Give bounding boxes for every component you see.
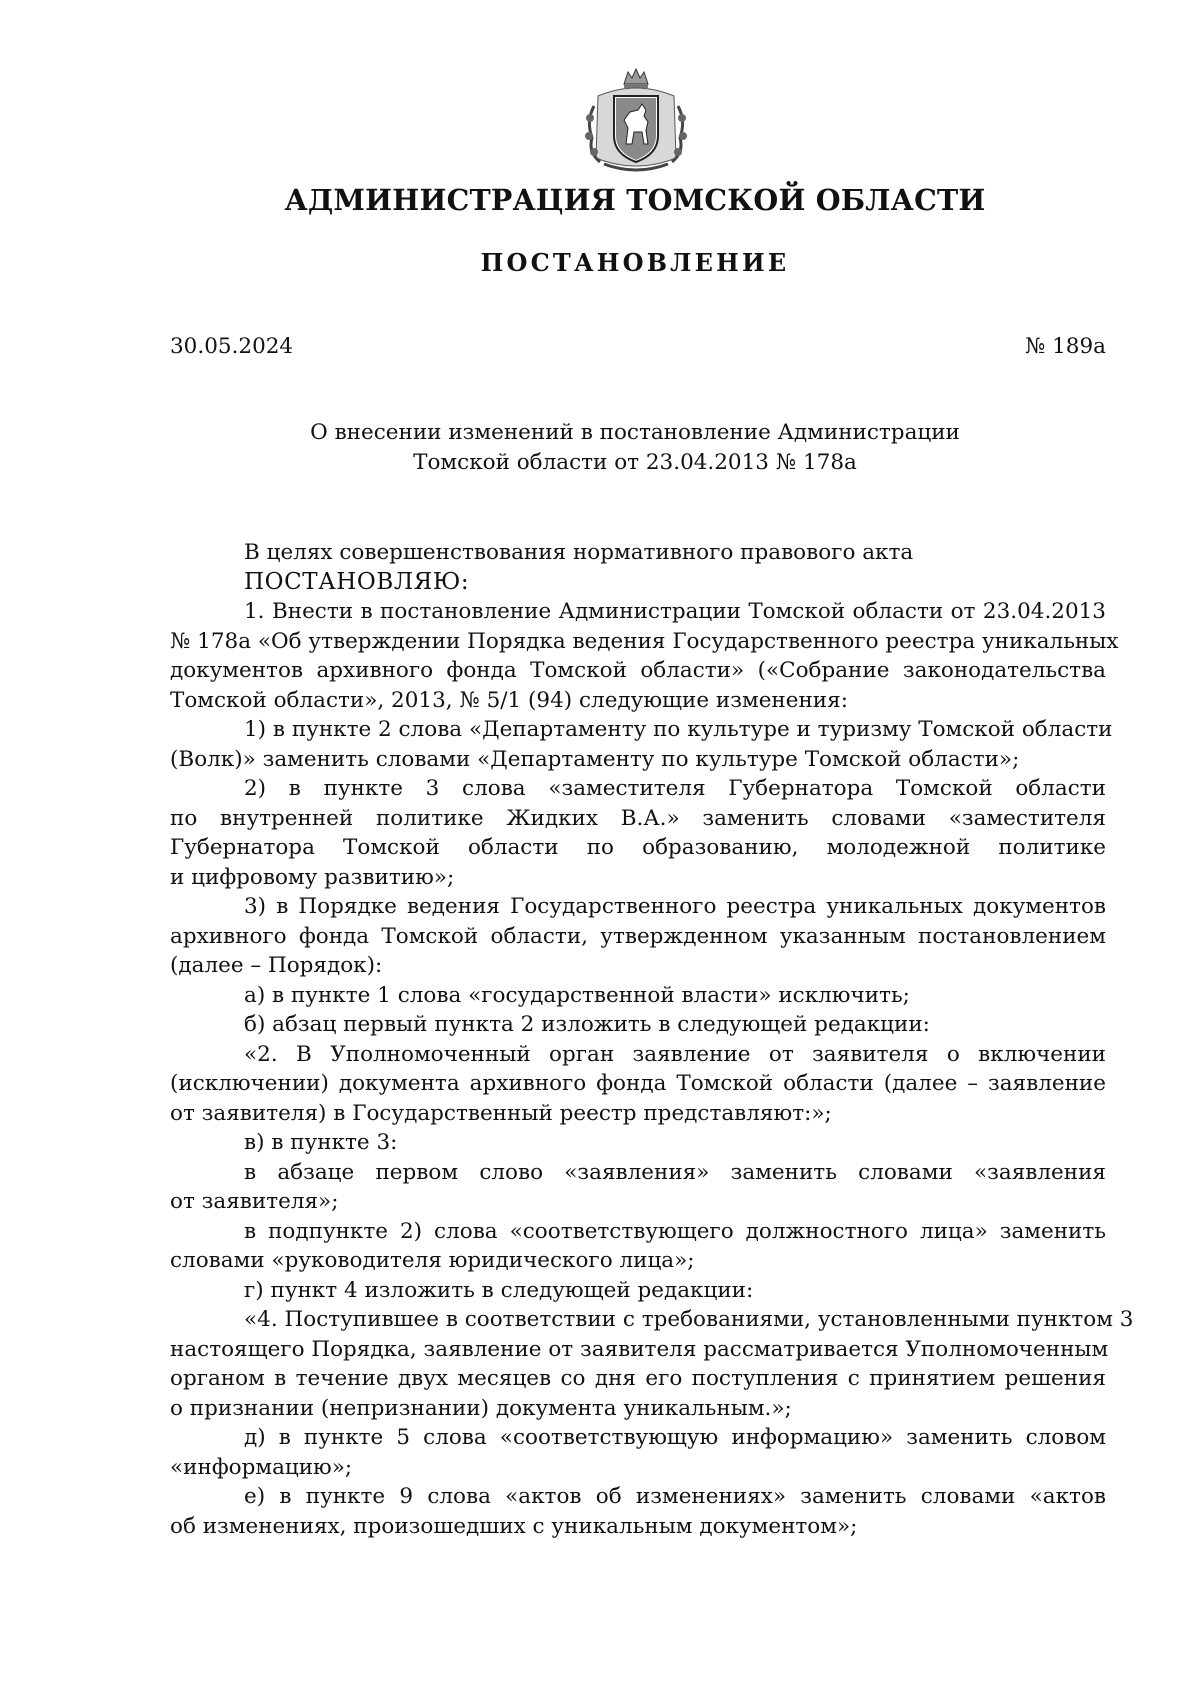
body-line: «4. Поступившее в соответствии с требованиями, установленными пунктом 3 xyxy=(244,1307,1134,1332)
body-line: в абзаце первом слово «заявления» заменить словами «заявления xyxy=(244,1159,1106,1185)
body-line: № 178а «Об утверждении Порядка ведения Государственного реестра уникальных xyxy=(170,628,1119,654)
document-type: ПОСТАНОВЛЕНИЕ xyxy=(480,248,790,277)
body-line: Губернатора Томской области по образованию, молодежной политике xyxy=(170,835,1106,860)
body-line: 3) в Порядке ведения Государственного реестра уникальных документов xyxy=(244,894,1106,919)
organization-name: АДМИНИСТРАЦИЯ ТОМСКОЙ ОБЛАСТИ xyxy=(284,183,986,217)
body-line: 1) в пункте 2 слова «Департаменту по культуре и туризму Томской области xyxy=(244,717,1113,742)
body-line: настоящего Порядка, заявление от заявителя рассматривается Уполномоченным xyxy=(170,1336,1109,1362)
body-line: в) в пункте 3: xyxy=(244,1130,398,1155)
body-line: архивного фонда Томской области, утвержденном указанным постановлением xyxy=(170,923,1106,949)
tomsk-region-coat-of-arms-icon xyxy=(580,66,692,176)
body-line: органом в течение двух месяцев со дня его поступления с принятием решения xyxy=(170,1366,1106,1391)
body-line: (далее – Порядок): xyxy=(170,953,383,978)
body-line: «информацию»; xyxy=(170,1454,353,1480)
body-line: об изменениях, произошедших с уникальным документом»; xyxy=(170,1513,858,1539)
body-line: словами «руководителя юридического лица»; xyxy=(170,1248,695,1273)
body-line: ПОСТАНОВЛЯЮ: xyxy=(244,568,470,595)
body-line: д) в пункте 5 слова «соответствующую информацию» заменить словом xyxy=(244,1425,1106,1450)
body-line: о признании (непризнании) документа уникальным.»; xyxy=(170,1395,792,1421)
body-line: от заявителя»; xyxy=(170,1189,339,1214)
body-line: а) в пункте 1 слова «государственной власти» исключить; xyxy=(244,982,910,1008)
body-line: в подпункте 2) слова «соответствующего должностного лица» заменить xyxy=(244,1218,1106,1244)
body-line: документов архивного фонда Томской области» («Собрание законодательства xyxy=(170,658,1106,683)
body-line: б) абзац первый пункта 2 изложить в следующей редакции: xyxy=(244,1012,930,1037)
body-line: и цифровому развитию»; xyxy=(170,864,455,890)
subject-line: О внесении изменений в постановление Администрации xyxy=(310,420,960,445)
body-line: (Волк)» заменить словами «Департаменту по культуре Томской области»; xyxy=(170,746,1020,772)
body-line: В целях совершенствования нормативного правового акта xyxy=(244,540,914,565)
body-line: 1. Внести в постановление Администрации Томской области от 23.04.2013 xyxy=(244,599,1106,624)
body-line: 2) в пункте 3 слова «заместителя Губернатора Томской области xyxy=(244,776,1106,801)
body-line: е) в пункте 9 слова «актов об изменениях» заменить словами «актов xyxy=(244,1484,1106,1509)
document-body xyxy=(170,538,1134,1541)
subject-line: Томской области от 23.04.2013 № 178а xyxy=(413,449,857,475)
document-subject xyxy=(0,418,1200,477)
body-line: по внутренней политике Жидких В.А.» заменить словами «заместителя xyxy=(170,805,1106,831)
body-line: (исключении) документа архивного фонда Томской области (далее – заявление xyxy=(170,1071,1106,1096)
document-number: № 189а xyxy=(1024,334,1106,359)
document-date: 30.05.2024 xyxy=(170,334,294,359)
body-line: Томской области», 2013, № 5/1 (94) следующие изменения: xyxy=(170,687,848,713)
body-line: от заявителя) в Государственный реестр представляют:»; xyxy=(170,1100,832,1126)
body-line: г) пункт 4 изложить в следующей редакции: xyxy=(244,1277,754,1303)
body-line: «2. В Уполномоченный орган заявление от заявителя о включении xyxy=(244,1041,1106,1067)
